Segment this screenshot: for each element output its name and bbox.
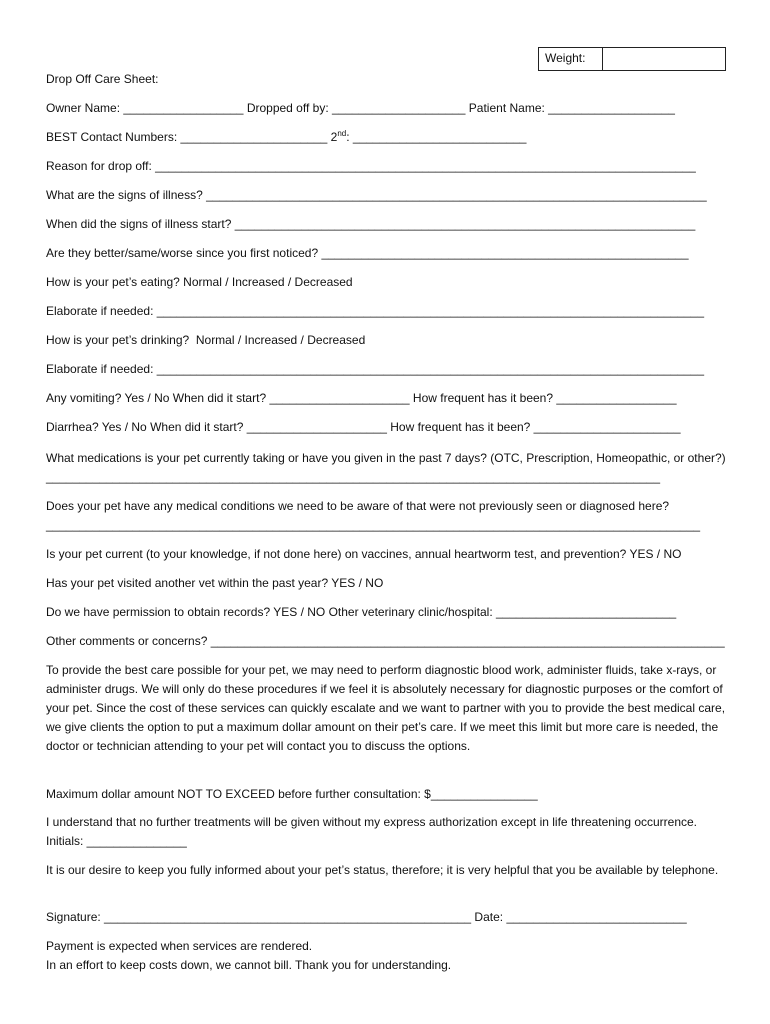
- eating-line: How is your pet’s eating? Normal / Increased / Decreased: [46, 275, 353, 289]
- signs-start-line[interactable]: When did the signs of illness start? _____________________________________________________________________: [46, 217, 696, 231]
- permission-line[interactable]: Do we have permission to obtain records? YES / NO Other veterinary clinic/hospital: ___________________________: [46, 605, 677, 619]
- understand-line[interactable]: I understand that no further treatments will be given without my express authorization except in life threatening occurrence. Initials: _______________: [46, 815, 698, 848]
- signs-line[interactable]: What are the signs of illness? ___________________________________________________________________________: [46, 188, 707, 202]
- reason-line[interactable]: Reason for drop off: _________________________________________________________________________________: [46, 159, 696, 173]
- desire-paragraph: It is our desire to keep you fully informed about your pet’s status, therefore; it is very helpful that you be available by telephone.: [46, 863, 719, 877]
- vomiting-line[interactable]: Any vomiting? Yes / No When did it start? _____________________ How frequent has it been? __________________: [46, 391, 677, 405]
- weight-box[interactable]: [538, 47, 726, 71]
- best-contact-sup: nd: [337, 129, 347, 138]
- comments-line[interactable]: Other comments or concerns? _____________________________________________________________________________: [46, 634, 725, 648]
- vaccines-line: Is your pet current (to your knowledge, if not done here) on vaccines, annual heartworm test, and prevention? YES / NO: [46, 547, 682, 561]
- best-contact-line[interactable]: [46, 130, 724, 145]
- best-contact-b: : __________________________: [346, 130, 527, 144]
- elaborate-line-2[interactable]: Elaborate if needed: __________________________________________________________________________________: [46, 362, 705, 376]
- payment-line-1: Payment is expected when services are rendered.: [46, 939, 313, 953]
- better-line[interactable]: Are they better/same/worse since you first noticed? _______________________________________________________: [46, 246, 689, 260]
- owner-line[interactable]: Owner Name: __________________ Dropped off by: ____________________ Patient Name: ___________________: [46, 101, 675, 115]
- maximum-line[interactable]: Maximum dollar amount NOT TO EXCEED before further consultation: $________________: [46, 787, 538, 801]
- drinking-line: How is your pet’s drinking? Normal / Increased / Decreased: [46, 333, 366, 347]
- signature-line[interactable]: Signature: _______________________________________________________ Date: ___________________________: [46, 910, 687, 924]
- elaborate-line-1[interactable]: Elaborate if needed: __________________________________________________________________________________: [46, 304, 705, 318]
- conditions-line[interactable]: Does your pet have any medical conditions we need to be aware of that were not previously seen or diagnosed here? __________________________________________________________________________________________________: [46, 499, 701, 532]
- weight-label: Weight:: [539, 48, 603, 70]
- medications-line[interactable]: What medications is your pet currently taking or have you given in the past 7 days? (OTC, Prescription, Homeopathic, or other?) ____________________________________________________________________________________________: [46, 451, 726, 484]
- care-paragraph: To provide the best care possible for your pet, we may need to perform diagnostic blood work, administer fluids, take x-rays, or administer drugs. We will only do these procedures if we feel it is absolutely necessary for diagnostic purposes or the comfort of your pet. Since the cost of these services can quickly escalate and we want to partner with you to provide the best medical care, we give clients the option to put a maximum dollar amount on their pet’s care. If we meet this limit but more care is needed, the doctor or technician attending to your pet will contact you to discuss the options.: [46, 663, 726, 753]
- payment-line-2: In an effort to keep costs down, we cannot bill. Thank you for understanding.: [46, 958, 452, 972]
- other-vet-line: Has your pet visited another vet within the past year? YES / NO: [46, 576, 384, 590]
- diarrhea-line[interactable]: Diarrhea? Yes / No When did it start? _____________________ How frequent has it been? ______________________: [46, 420, 681, 434]
- weight-field[interactable]: [603, 48, 725, 70]
- best-contact-a: BEST Contact Numbers: ______________________ 2: [46, 130, 338, 144]
- form-title: Drop Off Care Sheet:: [46, 72, 159, 86]
